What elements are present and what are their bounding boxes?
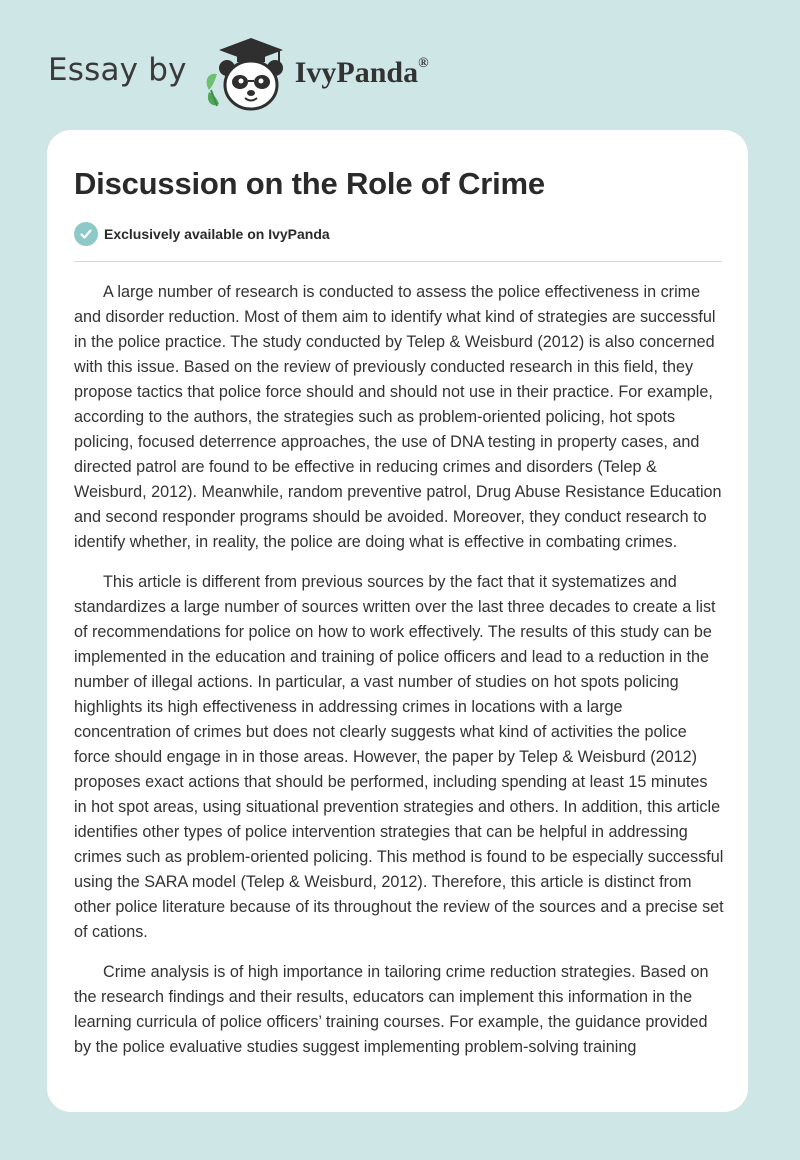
exclusive-badge xyxy=(74,222,330,246)
essay-by-label: Essay by xyxy=(48,52,187,88)
site-header xyxy=(48,28,548,118)
ivypanda-logo-icon[interactable] xyxy=(199,30,291,116)
paragraph: Crime analysis is of high importance in tailoring crime reduction strategies. Based on the research findings and their results, educators can implement this information in the learning curricula of police officers’ training courses. For example, the guidance provided by the police evaluative studies suggest implementing problem-solving training xyxy=(74,963,709,1056)
brand-name[interactable]: IvyPanda® xyxy=(294,56,429,89)
registered-mark: ® xyxy=(418,56,429,71)
divider xyxy=(74,261,722,262)
article-card xyxy=(47,130,748,1112)
article-body xyxy=(74,280,724,1075)
page-title: Discussion on the Role of Crime xyxy=(74,166,545,201)
paragraph: This article is different from previous sources by the fact that it systematizes and standardizes a large number of sources written over the last three decades to create a list of recommendations for police on how to work effectively. The results of this study can be implemented in the education and training of police officers and lead to a reduction in the number of illegal actions. In particular, a vast number of studies on hot spots policing highlights its high effectiveness in addressing crimes in locations with a large concentration of crimes but does not clearly suggests what kind of activities the police force should engage in in those areas. However, the paper by Telep & Weisburd (2012) proposes exact actions that should be performed, including spending at least 15 minutes in hot spot areas, using situational prevention strategies and others. In addition, this article identifies other types of police intervention strategies that can be helpful in addressing crimes such as problem-oriented policing. This method is found to be especially successful using the SARA model (Telep & Weisburd, 2012). Therefore, this article is distinct from other police literature because of its throughout the review of the sources and a precise set of cations. xyxy=(74,573,724,941)
exclusive-badge-label: Exclusively available on IvyPanda xyxy=(104,226,330,242)
check-circle-icon xyxy=(74,222,98,246)
paragraph: A large number of research is conducted to assess the police effectiveness in crime and disorder reduction. Most of them aim to identify what kind of strategies are successful in the police practice. The study conducted by Telep & Weisburd (2012) is also concerned with this issue. Based on the review of previously conducted research in this field, they propose tactics that police force should and should not use in their practice. For example, according to the authors, the strategies such as problem-oriented policing, hot spots policing, focused deterrence approaches, the use of DNA testing in property cases, and directed patrol are found to be effective in reducing crimes and disorders (Telep & Weisburd, 2012). Meanwhile, random preventive patrol, Drug Abuse Resistance Education and second responder programs should be avoided. Moreover, they conduct research to identify whether, in reality, the police are doing what is effective in combating crimes. xyxy=(74,283,722,551)
